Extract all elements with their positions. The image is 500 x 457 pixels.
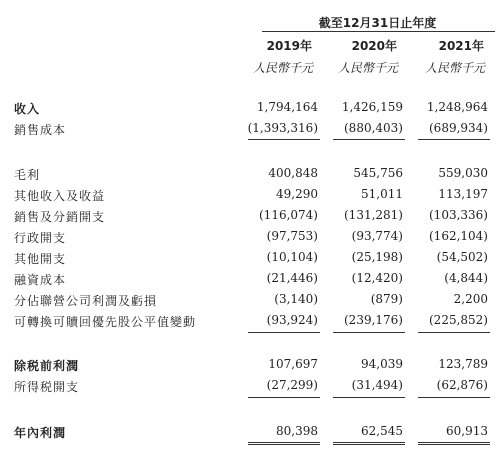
value-2020: (239,176): [344, 313, 403, 327]
subtotal-rule: [418, 332, 490, 333]
row-admin-expenses: [0, 229, 500, 249]
row-label: 銷售及分銷開支: [14, 210, 106, 224]
year-2020: 2020年: [351, 39, 397, 53]
subtotal-rule: [248, 397, 320, 398]
value-2020: (93,774): [351, 229, 403, 243]
value-2019: 1,794,164: [256, 100, 318, 114]
total-rule: [333, 444, 405, 445]
value-2020: (25,198): [351, 250, 403, 264]
row-fair-value-change: [0, 313, 500, 333]
value-2020: 62,545: [361, 424, 403, 438]
value-2019: (97,753): [266, 229, 318, 243]
value-2021: 113,197: [438, 187, 488, 201]
value-2019: 400,848: [268, 166, 318, 180]
value-2021: (689,934): [429, 121, 488, 135]
row-label: 除税前利潤: [14, 359, 80, 373]
row-profit-before-tax: [0, 357, 500, 377]
period-title: 截至12月31日止年度: [318, 16, 437, 30]
header-rule: [262, 31, 495, 32]
value-2020: 1,426,159: [341, 100, 403, 114]
row-revenue: [0, 100, 500, 120]
row-income-tax: [0, 378, 500, 398]
year-2019: 2019年: [266, 39, 312, 53]
row-profit-for-year: [0, 424, 500, 444]
subtotal-rule: [333, 332, 405, 333]
value-2019: (93,924): [266, 313, 318, 327]
subtotal-rule: [333, 139, 405, 140]
value-2019: (116,074): [259, 208, 318, 222]
unit-2019: 人民幣千元: [252, 61, 313, 75]
row-gross-profit: [0, 166, 500, 186]
unit-2021: 人民幣千元: [424, 61, 485, 75]
row-label: 其他收入及收益: [14, 189, 106, 203]
value-2021: 559,030: [438, 166, 488, 180]
row-label: 銷售成本: [14, 123, 67, 137]
value-2021: (225,852): [429, 313, 488, 327]
value-2021: (103,336): [429, 208, 488, 222]
row-label: 所得税開支: [14, 380, 80, 394]
value-2019: (10,104): [266, 250, 318, 264]
value-2020: (880,403): [344, 121, 403, 135]
subtotal-rule: [333, 397, 405, 398]
total-rule: [248, 442, 320, 443]
subtotal-rule: [418, 139, 490, 140]
row-selling-expenses: [0, 208, 500, 228]
value-2020: (31,494): [351, 378, 403, 392]
value-2019: (3,140): [274, 292, 318, 306]
value-2019: 80,398: [276, 424, 318, 438]
value-2020: (131,281): [344, 208, 403, 222]
value-2021: 2,200: [453, 292, 488, 306]
value-2021: (162,104): [429, 229, 488, 243]
value-2021: 1,248,964: [426, 100, 488, 114]
value-2019: (27,299): [266, 378, 318, 392]
total-rule: [248, 444, 320, 445]
total-rule: [418, 442, 490, 443]
row-cost-of-sales: [0, 121, 500, 141]
value-2020: 94,039: [361, 357, 403, 371]
row-other-income: [0, 187, 500, 207]
row-label: 其他開支: [14, 252, 67, 266]
row-finance-costs: [0, 271, 500, 291]
value-2021: 60,913: [446, 424, 488, 438]
value-2021: (62,876): [436, 378, 488, 392]
total-rule: [418, 444, 490, 445]
value-2021: 123,789: [438, 357, 488, 371]
value-2020: (879): [370, 292, 403, 306]
value-2021: (54,502): [436, 250, 488, 264]
value-2020: 51,011: [361, 187, 403, 201]
row-other-expenses: [0, 250, 500, 270]
row-label: 行政開支: [14, 231, 67, 245]
value-2019: 49,290: [276, 187, 318, 201]
row-label: 可轉換可贖回優先股公平值變動: [14, 315, 197, 329]
value-2020: (12,420): [351, 271, 403, 285]
row-label: 毛利: [14, 168, 41, 182]
subtotal-rule: [248, 139, 320, 140]
row-share-of-associates: [0, 292, 500, 312]
subtotal-rule: [418, 397, 490, 398]
total-rule: [333, 442, 405, 443]
row-label: 融資成本: [14, 273, 67, 287]
value-2021: (4,844): [444, 271, 488, 285]
subtotal-rule: [248, 332, 320, 333]
row-label: 年內利潤: [14, 426, 67, 440]
year-2021: 2021年: [438, 39, 484, 53]
value-2019: (21,446): [266, 271, 318, 285]
row-label: 收入: [14, 102, 41, 116]
value-2019: 107,697: [268, 357, 318, 371]
value-2019: (1,393,316): [247, 121, 318, 135]
unit-2020: 人民幣千元: [337, 61, 398, 75]
value-2020: 545,756: [353, 166, 403, 180]
row-label: 分佔聯營公司利潤及虧損: [14, 294, 158, 308]
